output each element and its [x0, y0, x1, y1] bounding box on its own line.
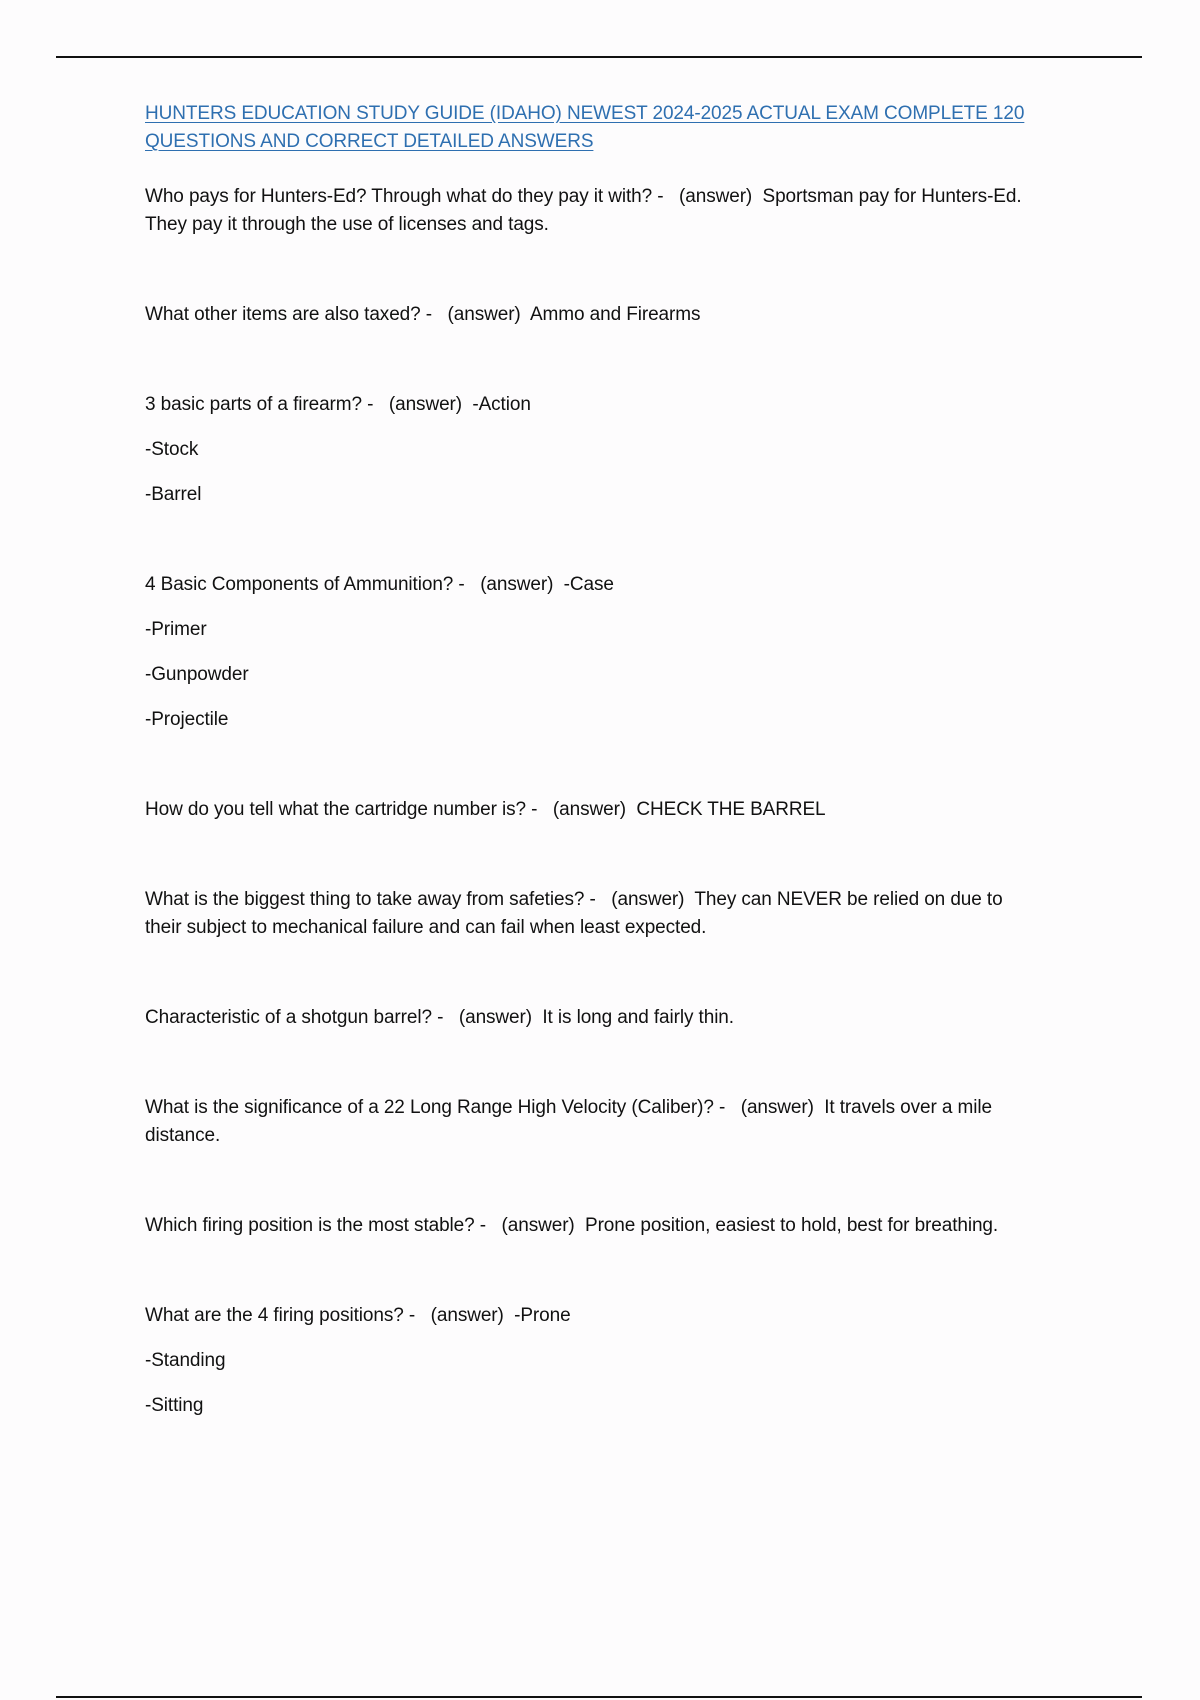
document-title[interactable]: [145, 100, 1095, 156]
qa-line: Which firing position is the most stable? - (answer) Prone position, easiest to hold, best for breathing.: [145, 1215, 999, 1236]
qa-item-8: [145, 1094, 1095, 1150]
top-rule: [56, 56, 1142, 58]
qa-line: 3 basic parts of a firearm? - (answer) -Action: [145, 394, 531, 415]
list-item: -Barrel: [145, 484, 202, 505]
list-item: -Primer: [145, 619, 207, 640]
qa-line: Who pays for Hunters-Ed? Through what do they pay it with? - (answer) Sportsman pay for Hunters-Ed.: [145, 186, 1022, 207]
qa-line: What is the biggest thing to take away from safeties? - (answer) They can NEVER be relied on due to: [145, 889, 1003, 910]
title-line-1[interactable]: HUNTERS EDUCATION STUDY GUIDE (IDAHO) NEWEST 2024-2025 ACTUAL EXAM COMPLETE 120: [145, 103, 1025, 124]
qa-item-1: [145, 183, 1095, 239]
qa-line: 4 Basic Components of Ammunition? - (answer) -Case: [145, 574, 614, 595]
qa-line: their subject to mechanical failure and can fail when least expected.: [145, 917, 707, 938]
qa-item-2: [145, 301, 1095, 329]
qa-item-5: [145, 796, 1095, 824]
qa-line: What is the significance of a 22 Long Range High Velocity (Caliber)? - (answer) It travels over a mile: [145, 1097, 992, 1118]
list-item: -Stock: [145, 439, 199, 460]
qa-item-7: [145, 1004, 1095, 1032]
list-item: -Sitting: [145, 1395, 204, 1416]
list-item: -Standing: [145, 1350, 226, 1371]
qa-item-9: [145, 1212, 1095, 1240]
title-line-2[interactable]: QUESTIONS AND CORRECT DETAILED ANSWERS: [145, 131, 594, 152]
list-item: -Projectile: [145, 709, 229, 730]
qa-item-10: [145, 1302, 1095, 1420]
qa-list: [145, 183, 1095, 1420]
qa-line: They pay it through the use of licenses and tags.: [145, 214, 549, 235]
document-body: [145, 100, 1095, 1420]
qa-line: What are the 4 firing positions? - (answer) -Prone: [145, 1305, 571, 1326]
qa-item-4: [145, 571, 1095, 734]
list-item: -Gunpowder: [145, 664, 249, 685]
qa-item-3: [145, 391, 1095, 509]
qa-line: How do you tell what the cartridge number is? - (answer) CHECK THE BARREL: [145, 799, 826, 820]
bottom-rule: [56, 1696, 1142, 1698]
qa-line: distance.: [145, 1125, 221, 1146]
qa-line: What other items are also taxed? - (answer) Ammo and Firearms: [145, 304, 701, 325]
qa-line: Characteristic of a shotgun barrel? - (answer) It is long and fairly thin.: [145, 1007, 734, 1028]
qa-item-6: [145, 886, 1095, 942]
